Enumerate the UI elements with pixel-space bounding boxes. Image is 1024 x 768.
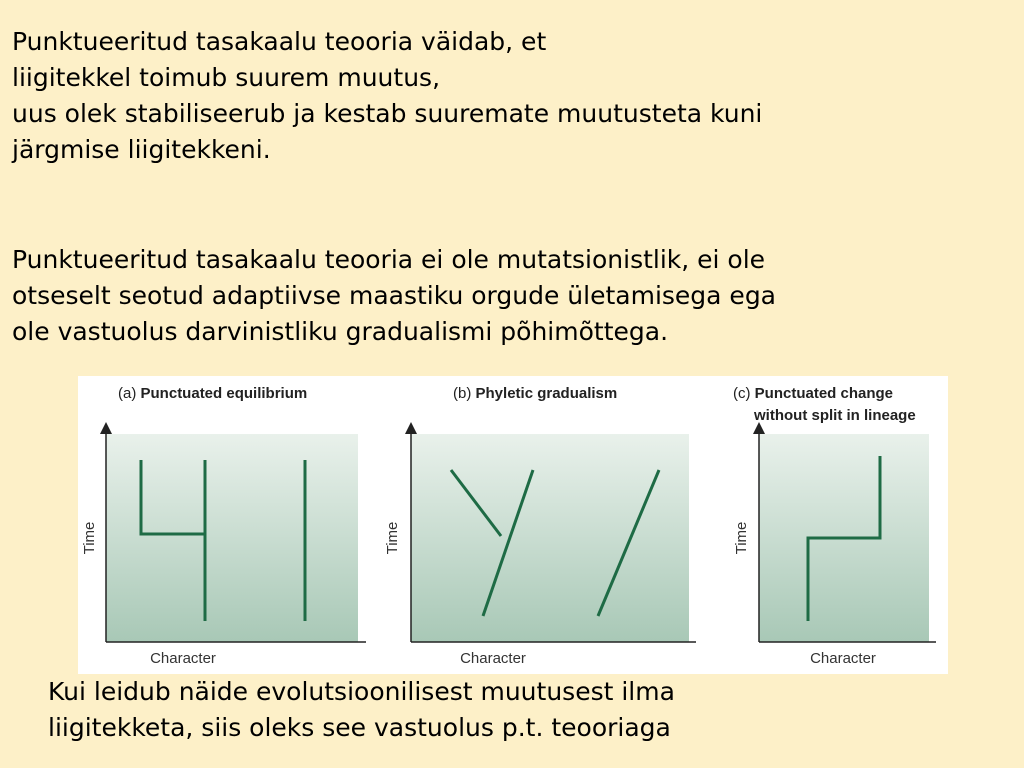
conclusion-paragraph — [48, 674, 675, 746]
figure-svg — [78, 376, 948, 674]
panel-c-y-label: Time — [733, 521, 750, 555]
conclusion-line: Kui leidub näide evolutsioonilisest muutusest ilma — [48, 677, 675, 706]
intro-line: järgmise liigitekkeni. — [12, 135, 271, 164]
panel-phyletic-gradualism — [384, 385, 696, 667]
panel-a-title: (a) Punctuated equilibrium — [118, 385, 308, 402]
intro-line: Punktueeritud tasakaalu teooria väidab, et — [12, 27, 547, 56]
panel-punctuated-equilibrium — [81, 385, 366, 667]
panel-b-y-label: Time — [384, 521, 401, 555]
panel-a-x-label: Character — [150, 650, 216, 667]
intro-paragraph — [12, 24, 762, 168]
second-paragraph — [12, 242, 776, 350]
second-line: Punktueeritud tasakaalu teooria ei ole mutatsionistlik, ei ole — [12, 245, 766, 274]
second-line: ole vastuolus darvinistliku gradualismi põhimõttega. — [12, 317, 669, 346]
panel-b-x-label: Character — [460, 650, 526, 667]
panel-b-title: (b) Phyletic gradualism — [453, 385, 618, 402]
panel-punctuated-change — [733, 385, 936, 667]
intro-line: liigitekkel toimub suurem muutus, — [12, 63, 441, 92]
conclusion-line: liigitekketa, siis oleks see vastuolus p.t. teooriaga — [48, 713, 671, 742]
panel-a-y-label: Time — [81, 521, 98, 555]
panel-c-title-line2: without split in lineage — [754, 407, 916, 424]
second-line: otseselt seotud adaptiivse maastiku orgude ületamisega ega — [12, 281, 777, 310]
intro-line: uus olek stabiliseerub ja kestab suuremate muutusteta kuni — [12, 99, 763, 128]
panel-b-plot-area — [411, 434, 689, 642]
panel-c-title: (c) Punctuated change — [733, 385, 894, 402]
panel-a-plot-area — [106, 434, 358, 642]
evolution-patterns-figure — [78, 376, 948, 674]
panel-c-x-label: Character — [810, 650, 876, 667]
